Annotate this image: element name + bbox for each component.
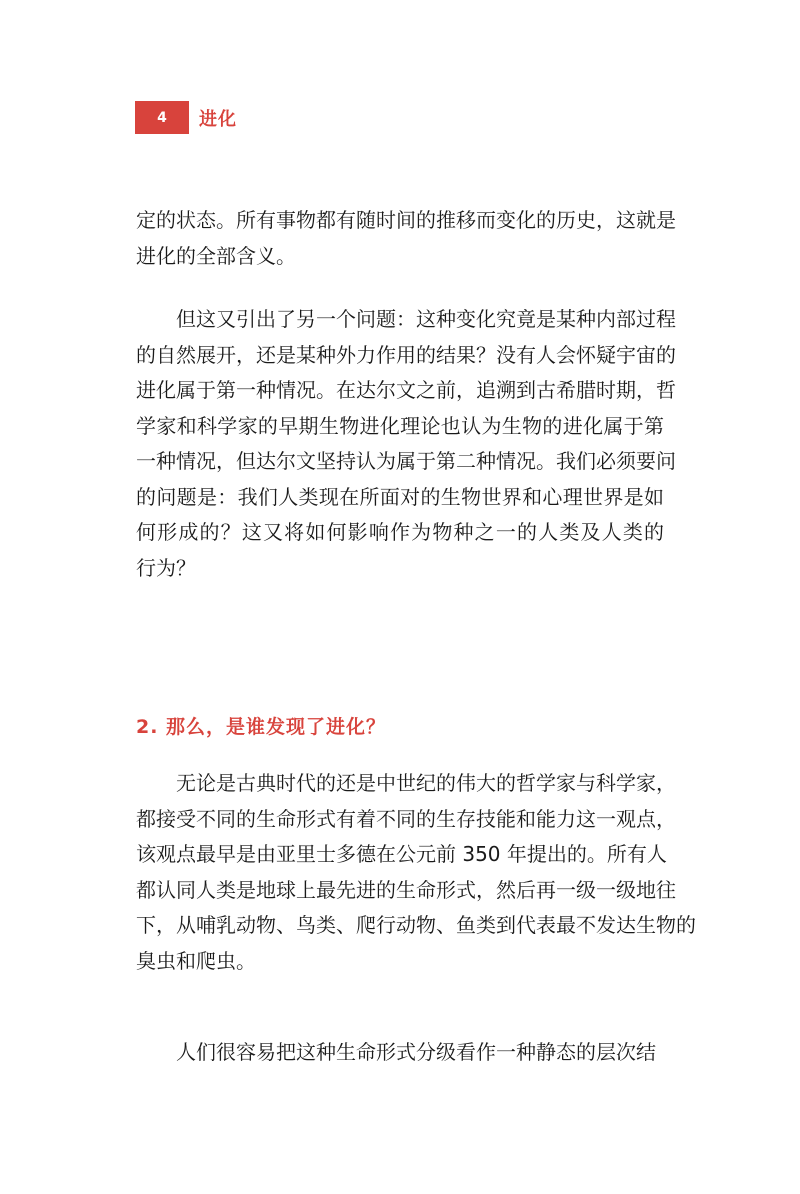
text-line: 学家和科学家的早期生物进化理论也认为生物的进化属于第 [136,413,664,438]
text-line: 该观点最早是由亚里士多德在公元前 350 年提出的。所有人 [136,842,667,866]
text-line: 行为？ [136,555,196,580]
page-number-badge [135,101,189,134]
text-line: 何形成的？这又将如何影响作为物种之一的人类及人类的 [136,520,664,544]
text-line: 进化属于第一种情况。在达尔文之前，追溯到古希腊时期，哲 [136,378,676,402]
section-heading: 2. 那么，是谁发现了进化？ [136,716,387,738]
text-line: 但这又引出了另一个问题：这种变化究竟是某种内部过程 [176,307,676,331]
paragraph-4 [136,1035,664,1071]
text-line: 定的状态。所有事物都有随时间的推移而变化的历史，这就是 [136,208,676,232]
text-line: 都认同人类是地球上最先进的生命形式，然后再一级一级地往 [136,877,676,902]
text-line: 一种情况，但达尔文坚持认为属于第二种情况。我们必须要问 [136,449,676,473]
text-line: 下，从哺乳动物、鸟类、爬行动物、鱼类到代表最不发达生物的 [136,913,696,937]
text-line: 无论是古典时代的还是中世纪的伟大的哲学家与科学家， [176,771,676,795]
chapter-title: 进化 [199,108,237,130]
running-header [135,101,237,134]
text-line: 的问题是：我们人类现在所面对的生物世界和心理世界是如 [136,484,664,509]
text-line: 的自然展开，还是某种外力作用的结果？没有人会怀疑宇宙的 [136,342,676,367]
paragraph-2 [136,302,676,586]
page-number: 4 [157,109,167,126]
text-line: 臭虫和爬虫。 [136,948,256,973]
text-line: 人们很容易把这种生命形式分级看作一种静态的层次结 [176,1040,656,1064]
text-line: 进化的全部含义。 [136,243,296,268]
paragraph-3 [136,766,696,979]
text-line: 都接受不同的生命形式有着不同的生存技能和能力这一观点， [136,806,676,831]
paragraph-1 [136,203,676,274]
